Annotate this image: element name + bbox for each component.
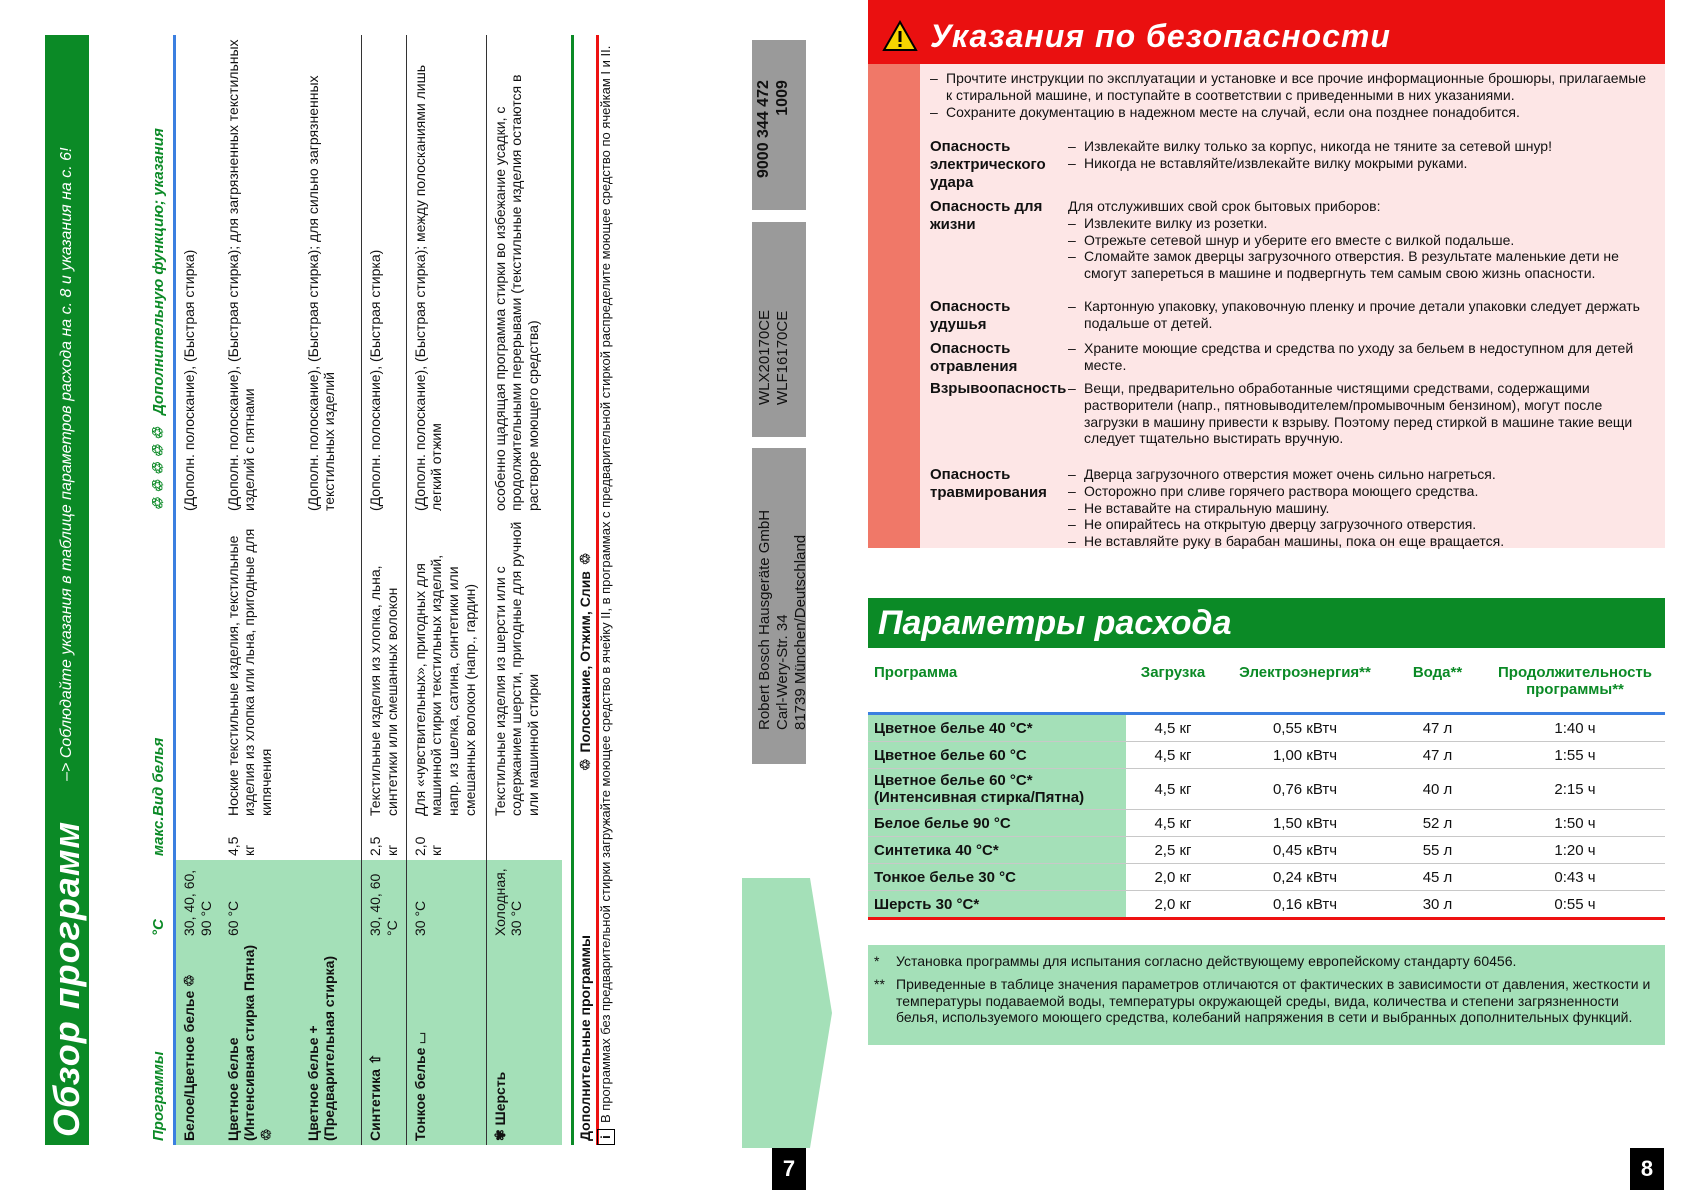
- duration-cell: 1:40 ч: [1485, 714, 1665, 742]
- water-cell: 52 л: [1390, 810, 1485, 837]
- program-overview-table: [89, 35, 562, 1145]
- fabric-cell: [300, 515, 362, 820]
- additional-programs-items: Полоскание, Отжим, Слив: [577, 571, 593, 753]
- energy-cell: 0,76 кВтч: [1220, 769, 1390, 810]
- energy-cell: 0,45 кВтч: [1220, 837, 1390, 864]
- extra-cell: особенно щадящая программа стирки во избежание усадки, с продолжительными перерывами (текстильные изделия остаются в растворе моющего средства): [486, 35, 562, 515]
- program-cell: Цветное белье 60 °C* (Интенсивная стирка/Пятна): [868, 769, 1126, 810]
- table-row: [868, 769, 1665, 810]
- fabric-cell: Текстильные изделия из шерсти или с содержанием шерсти, пригодные для ручной или машинной стирки: [486, 515, 562, 820]
- hazard-items: [1068, 466, 1658, 550]
- fabric-cell: Текстильные изделия из хлопка, льна, синтетики или смешанных волокон: [362, 515, 407, 820]
- table-row: [220, 35, 300, 1145]
- hazard-items: [1068, 298, 1658, 332]
- energy-cell: 1,50 кВтч: [1220, 810, 1390, 837]
- program-overview-note: –> Соблюдайте указания в таблице параметров расхода на с. 8 и указания на с. 6!: [58, 147, 75, 781]
- program-cell: Цветное белье + (Предварительная стирка): [300, 940, 362, 1145]
- hazard-label: Опасность удушья: [930, 298, 1011, 333]
- hazard-items: [1068, 138, 1658, 172]
- energy-cell: 0,55 кВтч: [1220, 714, 1390, 742]
- program-cell: Тонкое белье ⌴: [406, 940, 486, 1145]
- list-item: – Прочтите инструкции по эксплуатации и установке и все прочие информационные брошюры, прилагаемые к стиральной машине, и поступайте в соответствии с приведенными в них указаниями.: [930, 70, 1647, 103]
- water-cell: 40 л: [1390, 769, 1485, 810]
- col-extra: ♲ ♲ ♲ ♲ ♲ Дополнительную функцию; указания: [89, 35, 175, 515]
- table-header-row: [89, 35, 175, 1145]
- list-item: * Установка программы для испытания согласно действующему европейскому стандарту 60456.: [874, 953, 1517, 969]
- duration-cell: 1:55 ч: [1485, 742, 1665, 769]
- max-cell: 2,5 кг: [362, 820, 407, 860]
- temp-cell: [300, 860, 362, 940]
- list-item: – Не вставляйте руку в барабан машины, пока он еще вращается.: [1068, 533, 1505, 550]
- wash-icon: ♲: [181, 974, 197, 987]
- table-row: [362, 35, 407, 1145]
- water-cell: 47 л: [1390, 742, 1485, 769]
- safety-title: Указания по безопасности: [930, 18, 1391, 54]
- rinse-icon: ♲: [576, 758, 593, 771]
- program-overview-page: [45, 35, 613, 1145]
- manufacturer-address: Robert Bosch Hausgeräte GmbH Carl-Wery-Str. 34 81739 München/Deutschland: [756, 509, 809, 730]
- duration-cell: 1:20 ч: [1485, 837, 1665, 864]
- table-row: [406, 35, 486, 1145]
- max-cell: 4,5 кг: [224, 836, 258, 856]
- max-cell: [486, 820, 562, 860]
- load-cell: 4,5 кг: [1126, 742, 1220, 769]
- program-cell: Цветное белье 60 °C: [868, 742, 1126, 769]
- page-arrow-decoration: [742, 878, 834, 1148]
- drain-icon: ♲: [576, 552, 593, 566]
- program-cell: Белое белье 90 °C: [868, 810, 1126, 837]
- program-cell: Синтетика ⇧: [362, 940, 407, 1145]
- stain-icon: ♲: [258, 1128, 275, 1141]
- temp-cell: 30, 40, 60 °C: [362, 860, 407, 940]
- col-program: Программы: [89, 940, 175, 1145]
- water-cell: 45 л: [1390, 864, 1485, 891]
- program-cell: Цветное белье 40 °C*: [868, 714, 1126, 742]
- col-duration: Продолжительность программы**: [1485, 660, 1665, 714]
- program-cell: Тонкое белье 30 °C: [868, 864, 1126, 891]
- fabric-cell: [175, 515, 220, 820]
- fabric-cell: Для «чувствительных», пригодных для машинной стирки текстильных изделий, напр. из шелка, сатина, синтетики или смешанных волокон (напр., гардин): [406, 515, 486, 820]
- list-item: – Извлекайте вилку только за корпус, никогда не тяните за сетевой шнур!: [1068, 138, 1552, 154]
- max-cell: [300, 820, 362, 860]
- list-item: – Сохраните документацию в надежном месте на случай, если она позднее понадобится.: [930, 103, 1520, 120]
- params-title: Параметры расхода: [878, 604, 1232, 642]
- table-row: [868, 864, 1665, 891]
- extra-cell: (Дополн. полоскание), (Быстрая стирка); для сильно загрязненных текстильных изделий: [304, 75, 338, 511]
- safety-side-strip: [868, 64, 920, 548]
- col-water: Вода**: [1390, 660, 1485, 714]
- additional-programs-row: [571, 35, 599, 1145]
- energy-cell: 1,00 кВтч: [1220, 742, 1390, 769]
- list-item: – Картонную упаковку, упаковочную пленку и прочие детали упаковки следует держать подальше от детей.: [1068, 298, 1640, 331]
- extra-cell: (Дополн. полоскание), (Быстрая стирка): [181, 249, 197, 511]
- temp-cell: Холодная, 30 °C: [486, 860, 562, 940]
- safety-body: [920, 64, 1665, 548]
- col-fabric: Вид белья: [89, 515, 175, 820]
- water-cell: 55 л: [1390, 837, 1485, 864]
- extra-cell: (Дополн. полоскание), (Быстрая стирка): [362, 35, 407, 515]
- load-cell: 4,5 кг: [1126, 769, 1220, 810]
- load-cell: 2,5 кг: [1126, 837, 1220, 864]
- table-row: [868, 891, 1665, 919]
- table-row: [868, 714, 1665, 742]
- load-cell: 4,5 кг: [1126, 714, 1220, 742]
- table-row: [300, 35, 362, 1145]
- energy-cell: 0,24 кВтч: [1220, 864, 1390, 891]
- load-cell: 2,0 кг: [1126, 891, 1220, 919]
- safety-header: [868, 0, 1665, 64]
- program-overview-title: Обзор программ: [46, 820, 87, 1137]
- page-number-left: 7: [772, 1148, 806, 1190]
- list-item: – Дверца загрузочного отверстия может очень сильно нагреться.: [1068, 466, 1496, 482]
- table-row: [868, 742, 1665, 769]
- program-cell: Синтетика 40 °C*: [868, 837, 1126, 864]
- list-item: – Никогда не вставляйте/извлекайте вилку мокрыми руками.: [1068, 154, 1468, 171]
- col-max: макс.: [89, 820, 175, 860]
- program-overview-header: [45, 35, 89, 1145]
- params-header-row: [868, 660, 1665, 714]
- table-row: [175, 35, 220, 1145]
- col-load: Загрузка: [1126, 660, 1220, 714]
- water-cell: 47 л: [1390, 714, 1485, 742]
- safety-intro: [930, 70, 1650, 120]
- col-temp: °C: [89, 860, 175, 940]
- temp-cell: 30, 40, 60, 90 °C: [175, 860, 220, 940]
- model-list: WLX20170CE WLF16170CE: [756, 309, 791, 405]
- extra-cell: (Дополн. полоскание), (Быстрая стирка); между полосканиями лишь легкий отжим: [406, 35, 486, 515]
- temp-cell: 60 °C: [220, 860, 300, 940]
- params-table: [868, 660, 1665, 920]
- list-item: – Извлеките вилку из розетки.: [1068, 214, 1268, 231]
- info-icon: i: [597, 1129, 615, 1145]
- list-item: – Сломайте замок дверцы загрузочного отверстия. В результате маленькие дети не смогут запереться в машине и подвергнуть тем самым свою жизнь опасности.: [1068, 248, 1619, 282]
- list-item: – Вещи, предварительно обработанные чистящими средствами, содержащими растворители (напр., пятновыводителем/промывочным бензином), могут после загрузки в машину привести к взрыву. Поэтому перед стиркой в машине такие вещи следует тщательно выстирать вручную.: [1068, 380, 1633, 447]
- hazard-label: Опасность отравления: [930, 340, 1018, 375]
- energy-cell: 0,16 кВтч: [1220, 891, 1390, 919]
- extra-cell: (Дополн. полоскание), (Быстрая стирка); для загрязненных текстильных изделий с пятнами: [224, 39, 258, 511]
- col-energy: Электроэнергия**: [1220, 660, 1390, 714]
- max-cell: [175, 820, 220, 860]
- list-item: – Храните моющие средства и средства по уходу за бельем в недоступном для детей месте.: [1068, 340, 1634, 373]
- program-cell: Цветное белье (Интенсивная стирка Пятна) ♲: [220, 940, 300, 1145]
- list-item: – Отрежьте сетевой шнур и уберите его вместе с вилкой подальше.: [1068, 231, 1515, 248]
- hazard-label: Опасность травмирования: [930, 466, 1047, 501]
- hazard-label: Опасность для жизни: [930, 198, 1043, 233]
- table-row: [868, 837, 1665, 864]
- program-cell: Шерсть 30 °C*: [868, 891, 1126, 919]
- page-number-right: 8: [1630, 1148, 1664, 1190]
- list-item: – Не вставайте на стиральную машину.: [1068, 499, 1330, 516]
- hazard-items: [1068, 340, 1658, 374]
- additional-programs-label: Дополнительные программы: [577, 935, 593, 1141]
- program-cell: Белое/Цветное белье ♲: [175, 940, 220, 1145]
- care-icons: ♲ ♲ ♲ ♲ ♲: [150, 427, 167, 511]
- list-item: ** Приведенные в таблице значения параметров отличаются от фактических в зависимости от давления, жесткости и температуры подаваемой воды, температуры окружающей среды, вида, количества и степени загрязненности белья, используемого моющего средства, колебаний напряжения в сети и выбранных дополнительных функций.: [874, 975, 1651, 1026]
- hazard-items: [1068, 380, 1658, 447]
- max-cell: 2,0 кг: [406, 820, 486, 860]
- load-cell: 4,5 кг: [1126, 810, 1220, 837]
- col-program: Программа: [868, 660, 1126, 714]
- params-notes: [868, 945, 1665, 1045]
- list-item: – Не опирайтесь на открытую дверцу загрузочного отверстия.: [1068, 516, 1477, 533]
- table-row: [868, 810, 1665, 837]
- wool-icon: ✾: [491, 1129, 508, 1141]
- fabric-cell: Ноские текстильные изделия, текстильные изделия из хлопка или льна, пригодные для кипячения: [224, 528, 275, 816]
- hazard-label: Взрывоопасность: [930, 380, 1067, 397]
- duration-cell: 2:15 ч: [1485, 769, 1665, 810]
- water-cell: 30 л: [1390, 891, 1485, 919]
- list-item: – Осторожно при сливе горячего раствора моющего средства.: [1068, 482, 1479, 499]
- warning-icon: [882, 20, 918, 52]
- temp-cell: 30 °C: [406, 860, 486, 940]
- hazard-intro: Для отслуживших свой срок бытовых приборов:: [1068, 198, 1381, 214]
- program-cell: ✾ Шерсть: [486, 940, 562, 1145]
- hazard-items: [1068, 198, 1658, 282]
- params-header: [868, 598, 1665, 648]
- delicate-icon: ⌴: [411, 1032, 428, 1044]
- duration-cell: 1:50 ч: [1485, 810, 1665, 837]
- duration-cell: 0:43 ч: [1485, 864, 1665, 891]
- table-row: [486, 35, 562, 1145]
- hazard-label: Опасность электрического удара: [930, 138, 1046, 191]
- duration-cell: 0:55 ч: [1485, 891, 1665, 919]
- load-cell: 2,0 кг: [1126, 864, 1220, 891]
- synthetic-icon: ⇧: [367, 1053, 384, 1066]
- detergent-footnote: iВ программах без предварительной стирки загружайте моющее средство в ячейку II, в программах с предварительной стиркой распределите моющее средство по ячейкам I и II.: [597, 35, 615, 1145]
- doc-number: 9000 344 472 1009: [755, 80, 792, 178]
